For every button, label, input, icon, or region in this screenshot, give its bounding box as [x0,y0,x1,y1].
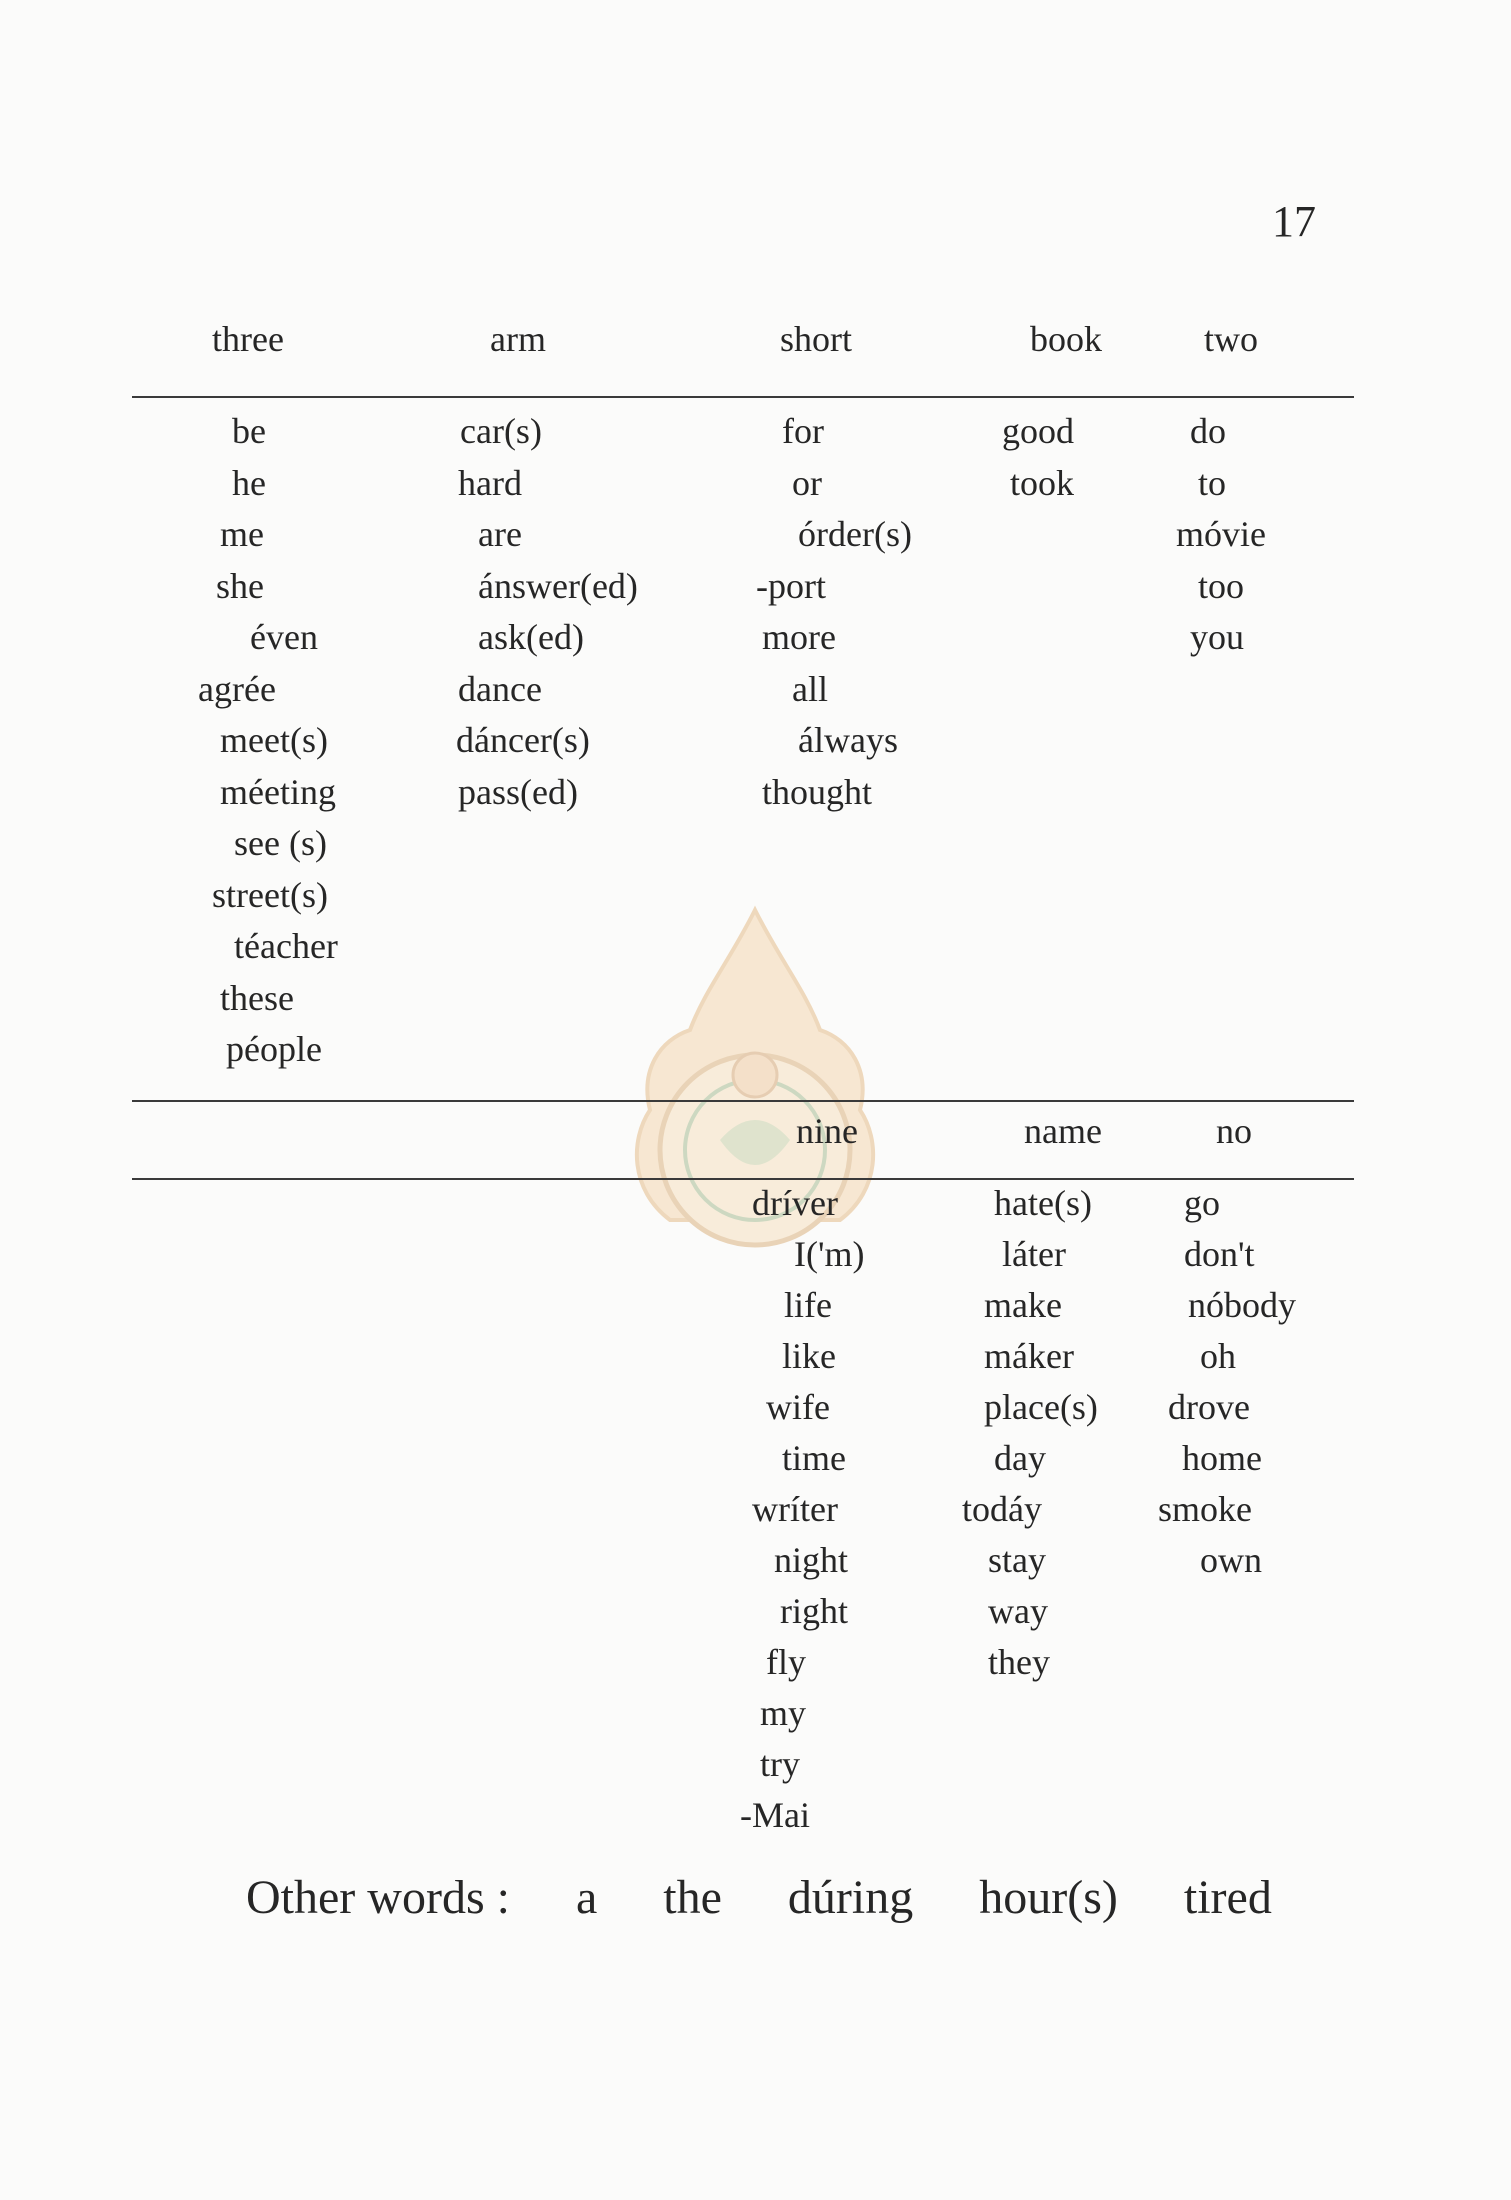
word-col1: me [220,514,264,554]
word-col3: órder(s) [798,514,912,554]
word-col7: way [988,1591,1048,1631]
word-col7: stay [988,1540,1046,1580]
word-col6: like [782,1336,836,1376]
word-col8: don't [1184,1234,1255,1274]
word-col3: or [792,462,822,503]
word-col1: be [232,411,266,451]
word-col6: wríter [752,1489,838,1529]
word-col7: place(s) [984,1387,1098,1427]
header-two: two [1204,319,1258,359]
page-number: 17 [1272,197,1316,246]
other-word: a [575,1871,598,1924]
header-book: book [1030,319,1102,359]
word-col6: night [774,1540,849,1580]
word-col5: you [1190,617,1244,657]
word-col8: own [1200,1540,1262,1580]
word-col2: car(s) [460,411,542,451]
word-col5: do [1190,411,1226,451]
other-word: tired [1183,1871,1272,1924]
word-col8: home [1182,1438,1262,1478]
word-col8: smoke [1158,1489,1252,1529]
word-col1: méeting [220,771,336,812]
word-col1: meet(s) [220,720,328,760]
word-col7: day [994,1438,1046,1478]
header-nine: nine [796,1111,858,1151]
header-arm: arm [490,319,546,359]
other-word: dúring [787,1871,914,1924]
word-col6: dríver [752,1183,838,1223]
middle-divider [132,1100,1354,1102]
other-words-line [246,1870,1326,1925]
word-col4: good [1002,411,1074,451]
word-col1: these [220,977,294,1018]
word-col1: he [232,462,266,503]
other-word: hour(s) [979,1871,1118,1924]
word-col7: todáy [962,1489,1042,1529]
word-col1: agrée [198,668,276,709]
word-col7: they [988,1642,1050,1682]
word-col4: took [1010,462,1075,503]
word-col6: my [760,1693,807,1733]
word-col6: time [782,1438,846,1478]
other-words-label: Other words : [246,1871,510,1924]
word-col1: she [216,565,264,606]
word-col1: street(s) [212,874,328,915]
bottom-header-divider [132,1178,1354,1180]
word-col8: nóbody [1188,1285,1296,1325]
word-col5: to [1198,462,1227,503]
word-col1: éven [250,617,318,657]
word-col6: I('m) [794,1234,865,1274]
word-col3: álways [798,720,898,760]
other-word: the [663,1871,722,1924]
word-col2: ask(ed) [478,617,584,657]
word-col3: more [762,617,836,657]
word-col1: see (s) [234,823,327,863]
word-col2: dáncer(s) [456,720,590,760]
word-col3: -port [756,565,826,606]
word-col1: téacher [234,926,338,966]
word-col2: ánswer(ed) [478,565,638,606]
word-col3: all [792,668,828,709]
header-three: three [212,319,284,359]
word-col7: máker [984,1336,1074,1376]
word-col8: drove [1168,1387,1250,1427]
word-col6: -Mai [740,1795,810,1835]
word-col6: right [780,1591,848,1631]
word-col6: life [784,1285,832,1325]
header-short: short [780,319,852,359]
word-col2: pass(ed) [458,771,578,812]
word-col6: try [760,1744,800,1784]
word-col6: wife [766,1387,830,1427]
word-col7: hate(s) [994,1183,1092,1223]
word-col2: hard [458,462,522,503]
word-col8: oh [1200,1336,1236,1376]
header-no: no [1216,1111,1252,1151]
word-col3: for [782,411,824,451]
word-col7: make [984,1285,1062,1325]
word-col1: péople [226,1029,322,1069]
word-col7: láter [1002,1234,1066,1274]
word-col2: are [478,514,522,554]
word-col5: móvie [1176,514,1266,554]
word-col6: fly [766,1642,806,1682]
header-name: name [1024,1111,1102,1151]
word-col5: too [1198,565,1245,606]
word-col3: thought [762,771,873,812]
top-divider [132,396,1354,398]
word-col2: dance [458,668,542,709]
word-col8: go [1184,1183,1220,1223]
